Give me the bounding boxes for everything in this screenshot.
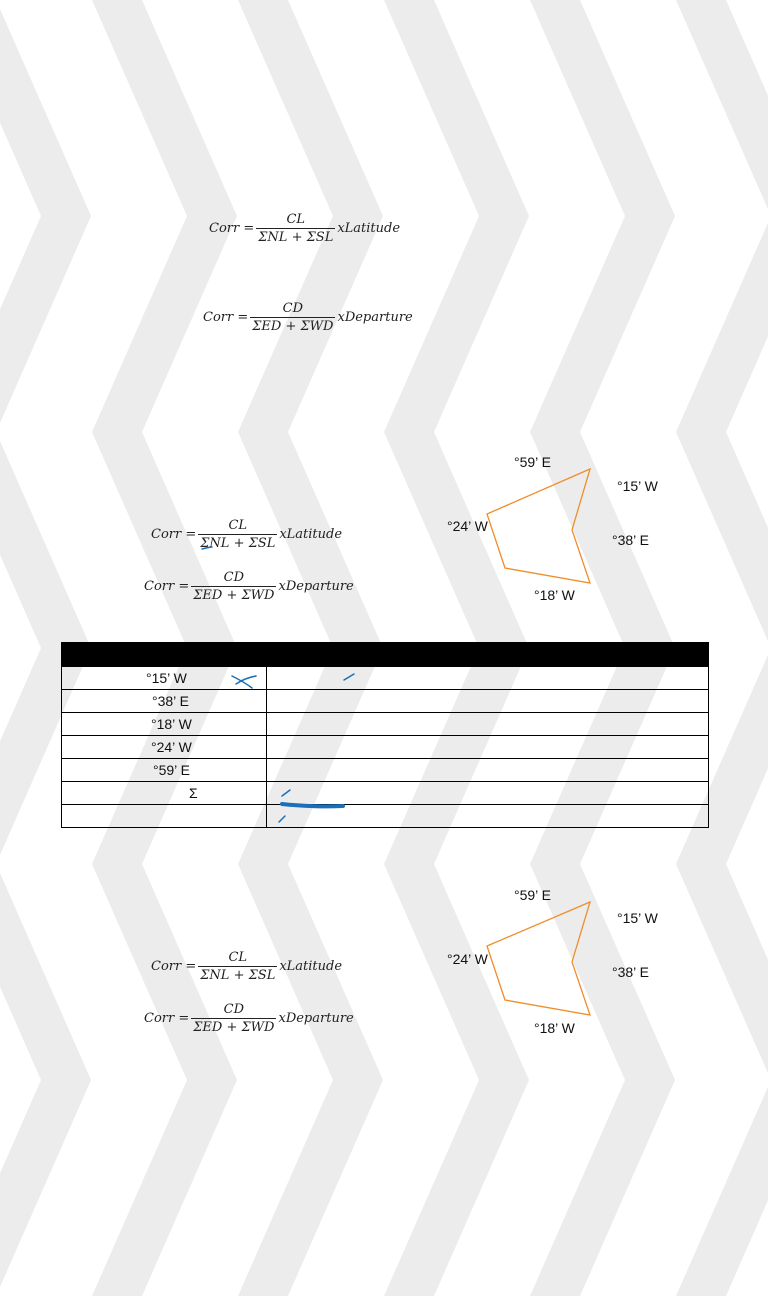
- value-cell: [267, 782, 709, 805]
- corr-label: Corr =: [203, 310, 249, 325]
- sum-symbol: Σ: [189, 785, 198, 801]
- table-header-row: [62, 643, 709, 667]
- denominator: ΣNL + ΣSL: [200, 536, 276, 551]
- denominator: ΣNL + ΣSL: [200, 968, 276, 983]
- fraction: [256, 212, 335, 245]
- bearing-label-15w: °15’ W: [617, 910, 658, 926]
- corr-label: Corr =: [151, 527, 197, 542]
- bearing-cell: [62, 759, 267, 782]
- header-cell: [62, 643, 267, 667]
- value-cell: [267, 713, 709, 736]
- bearing-cell: [62, 713, 267, 736]
- bearing-label-24w: °24’ W: [447, 951, 488, 967]
- multiplier: xLatitude: [337, 221, 401, 236]
- traverse-polygon: [0, 864, 768, 1296]
- bearing-cell: [62, 690, 267, 713]
- bearing-label-18w: °18’ W: [534, 587, 575, 603]
- numerator: CD: [223, 1002, 245, 1017]
- corr-label: Corr =: [144, 1011, 190, 1026]
- denominator: ΣNL + ΣSL: [258, 230, 334, 245]
- multiplier: xDeparture: [278, 1011, 354, 1026]
- denominator: ΣED + ΣWD: [193, 588, 275, 603]
- bearing-text: °15’ W: [146, 670, 187, 686]
- numerator: CL: [228, 518, 248, 533]
- fraction: [250, 301, 335, 334]
- bearing-text: °18’ W: [151, 716, 192, 732]
- header-cell: [267, 643, 709, 667]
- bearing-cell: [62, 736, 267, 759]
- table-row: [62, 667, 709, 690]
- slide-1: [0, 0, 768, 432]
- numerator: CL: [228, 950, 248, 965]
- table-row: [62, 713, 709, 736]
- corr-label: Corr =: [209, 221, 255, 236]
- multiplier: xLatitude: [279, 527, 343, 542]
- table-row: [62, 759, 709, 782]
- multiplier: xDeparture: [337, 310, 413, 325]
- bearing-label-18w: °18’ W: [534, 1020, 575, 1036]
- bearing-label-38e: °38’ E: [612, 964, 649, 980]
- bearing-text: °38’ E: [152, 693, 189, 709]
- bearing-label-59e: °59’ E: [514, 454, 551, 470]
- bearing-text: °59’ E: [153, 762, 190, 778]
- bearing-label-24w: °24’ W: [447, 518, 488, 534]
- latitude-correction-formula: [209, 212, 400, 245]
- value-cell: [267, 667, 709, 690]
- numerator: CD: [282, 301, 304, 316]
- numerator: CL: [286, 212, 306, 227]
- table-row: [62, 736, 709, 759]
- bearing-label-15w: °15’ W: [617, 478, 658, 494]
- table-row: [62, 690, 709, 713]
- value-cell: [267, 759, 709, 782]
- bearing-cell: [62, 782, 267, 805]
- value-cell: [267, 736, 709, 759]
- table-row: [62, 805, 709, 828]
- bearing-label-59e: °59’ E: [514, 887, 551, 903]
- table-row: [62, 782, 709, 805]
- corr-label: Corr =: [144, 579, 190, 594]
- numerator: CD: [223, 570, 245, 585]
- bearing-text: °24’ W: [151, 739, 192, 755]
- traverse-table: [61, 642, 709, 828]
- denominator: ΣED + ΣWD: [193, 1020, 275, 1035]
- denominator: ΣED + ΣWD: [252, 319, 334, 334]
- bearing-label-38e: °38’ E: [612, 532, 649, 548]
- value-cell: [267, 690, 709, 713]
- multiplier: xLatitude: [279, 959, 343, 974]
- corr-label: Corr =: [151, 959, 197, 974]
- bearing-cell: [62, 667, 267, 690]
- departure-correction-formula: [203, 301, 413, 334]
- slide-3: [0, 864, 768, 1036]
- multiplier: xDeparture: [278, 579, 354, 594]
- bearing-cell: [62, 805, 267, 828]
- value-cell: [267, 805, 709, 828]
